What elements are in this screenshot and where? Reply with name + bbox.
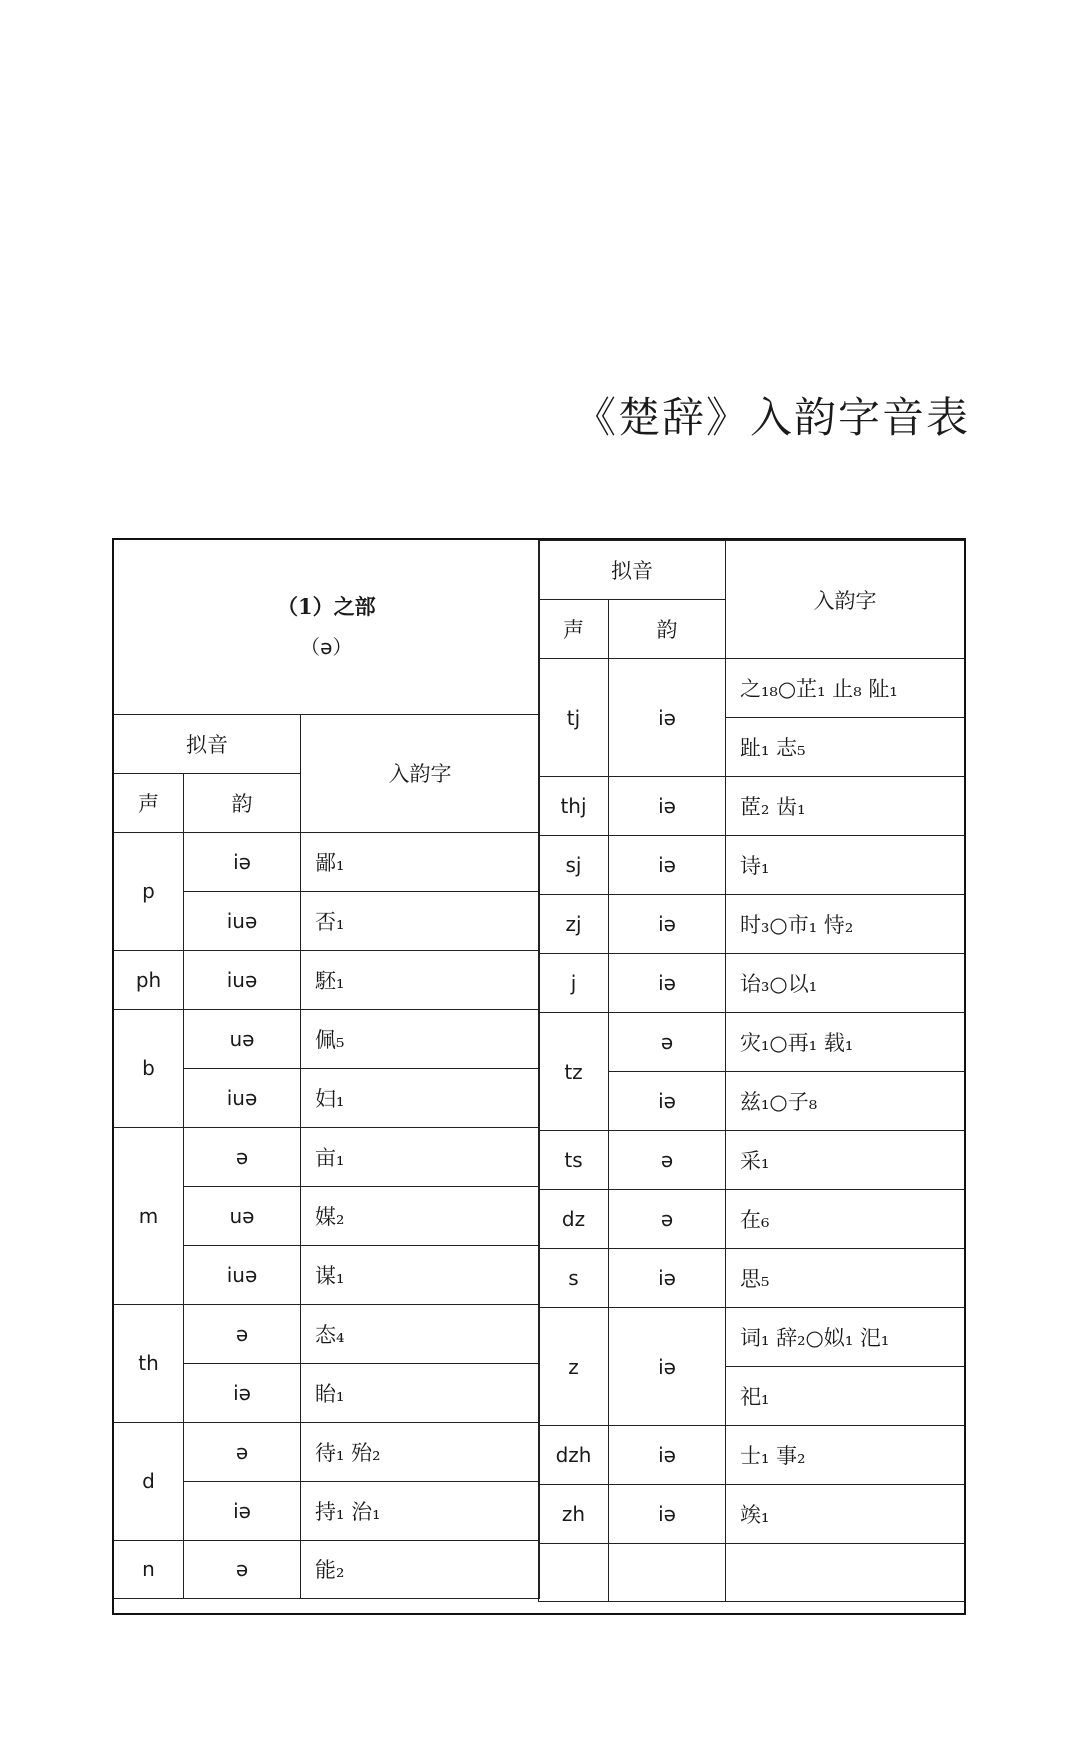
final-cell: uə xyxy=(184,1009,301,1068)
empty-cell xyxy=(539,1544,609,1602)
rhyme-chars: 思₅ xyxy=(726,1249,965,1308)
rhyme-chars: 持₁ 治₁ xyxy=(301,1481,540,1540)
right-table xyxy=(538,540,965,1602)
final-cell: iuə xyxy=(184,1245,301,1304)
rhyme-chars: 茝₂ 齿₁ xyxy=(726,777,965,836)
rhyme-chars: 态₄ xyxy=(301,1304,540,1363)
final-cell: iuə xyxy=(184,950,301,1009)
final-cell: iuə xyxy=(184,891,301,950)
final-cell: iə xyxy=(609,659,726,777)
rhyme-chars: 否₁ xyxy=(301,891,540,950)
rhyme-chars: 媒₂ xyxy=(301,1186,540,1245)
final-cell: iuə xyxy=(184,1068,301,1127)
rhyme-chars: 诒₃○以₁ xyxy=(726,954,965,1013)
initial-cell: ph xyxy=(114,950,184,1009)
rhyme-chars: 谋₁ xyxy=(301,1245,540,1304)
initial-cell: p xyxy=(114,832,184,950)
rhyme-chars: 妇₁ xyxy=(301,1068,540,1127)
rhyme-chars: 士₁ 事₂ xyxy=(726,1426,965,1485)
initial-cell: b xyxy=(114,1009,184,1127)
rhyme-chars: 能₂ xyxy=(301,1540,540,1598)
initial-cell: j xyxy=(539,954,609,1013)
initial-cell: s xyxy=(539,1249,609,1308)
final-cell: iə xyxy=(184,832,301,891)
initial-cell: sj xyxy=(539,836,609,895)
initial-cell: dz xyxy=(539,1190,609,1249)
final-cell: ə xyxy=(184,1304,301,1363)
final-cell: ə xyxy=(609,1131,726,1190)
initial-cell: ts xyxy=(539,1131,609,1190)
final-cell: ə xyxy=(184,1540,301,1598)
rhyme-chars: 兹₁○子₈ xyxy=(726,1072,965,1131)
niyin-header: 拟音 xyxy=(539,541,726,600)
final-cell: iə xyxy=(609,1072,726,1131)
rhyme-chars: 词₁ 辞₂○姒₁ 汜₁ xyxy=(726,1308,965,1367)
yun-header: 韵 xyxy=(184,773,301,832)
sheng-header: 声 xyxy=(114,773,184,832)
rhyme-chars: 诗₁ xyxy=(726,836,965,895)
final-cell: uə xyxy=(184,1186,301,1245)
rhyme-chars: 竢₁ xyxy=(726,1485,965,1544)
rhyme-chars: 之₁₈○芷₁ 止₈ 阯₁ xyxy=(726,659,965,718)
section-name: （1）之部 xyxy=(276,593,376,619)
rhyme-chars: 灾₁○再₁ 载₁ xyxy=(726,1013,965,1072)
yun-header: 韵 xyxy=(609,600,726,659)
rhyme-chars: 駓₁ xyxy=(301,950,540,1009)
final-cell: iə xyxy=(184,1363,301,1422)
final-cell: iə xyxy=(609,777,726,836)
section-header xyxy=(114,540,540,714)
final-cell: iə xyxy=(609,1308,726,1426)
rhyme-chars: 采₁ xyxy=(726,1131,965,1190)
final-cell: iə xyxy=(609,1426,726,1485)
final-cell: iə xyxy=(184,1481,301,1540)
initial-cell: m xyxy=(114,1127,184,1304)
initial-cell: tj xyxy=(539,659,609,777)
final-cell: iə xyxy=(609,895,726,954)
rhyme-chars: 时₃○市₁ 恃₂ xyxy=(726,895,965,954)
ruyunzi-header: 入韵字 xyxy=(301,714,540,832)
rhyme-chars: 趾₁ 志₅ xyxy=(726,718,965,777)
sheng-header: 声 xyxy=(539,600,609,659)
final-cell: iə xyxy=(609,836,726,895)
left-table xyxy=(113,540,540,1599)
final-cell: ə xyxy=(609,1013,726,1072)
initial-cell: d xyxy=(114,1422,184,1540)
rhyme-chars: 佩₅ xyxy=(301,1009,540,1068)
final-cell: iə xyxy=(609,954,726,1013)
section-vowel: （ə） xyxy=(300,634,353,659)
page-title: 《楚辞》入韵字音表 xyxy=(573,393,970,442)
final-cell: ə xyxy=(609,1190,726,1249)
ruyunzi-header: 入韵字 xyxy=(726,541,965,659)
rhyme-chars: 在₆ xyxy=(726,1190,965,1249)
final-cell: ə xyxy=(184,1422,301,1481)
rhyme-chars: 祀₁ xyxy=(726,1367,965,1426)
final-cell: iə xyxy=(609,1485,726,1544)
final-cell: ə xyxy=(184,1127,301,1186)
initial-cell: dzh xyxy=(539,1426,609,1485)
initial-cell: thj xyxy=(539,777,609,836)
rhyme-chars: 待₁ 殆₂ xyxy=(301,1422,540,1481)
rhyme-chars: 亩₁ xyxy=(301,1127,540,1186)
initial-cell: zj xyxy=(539,895,609,954)
initial-cell: th xyxy=(114,1304,184,1422)
initial-cell: tz xyxy=(539,1013,609,1131)
initial-cell: zh xyxy=(539,1485,609,1544)
initial-cell: z xyxy=(539,1308,609,1426)
niyin-header: 拟音 xyxy=(114,714,301,773)
rhyme-chars: 鄙₁ xyxy=(301,832,540,891)
rhyme-chars: 眙₁ xyxy=(301,1363,540,1422)
final-cell: iə xyxy=(609,1249,726,1308)
empty-cell xyxy=(726,1544,965,1602)
initial-cell: n xyxy=(114,1540,184,1598)
empty-cell xyxy=(609,1544,726,1602)
